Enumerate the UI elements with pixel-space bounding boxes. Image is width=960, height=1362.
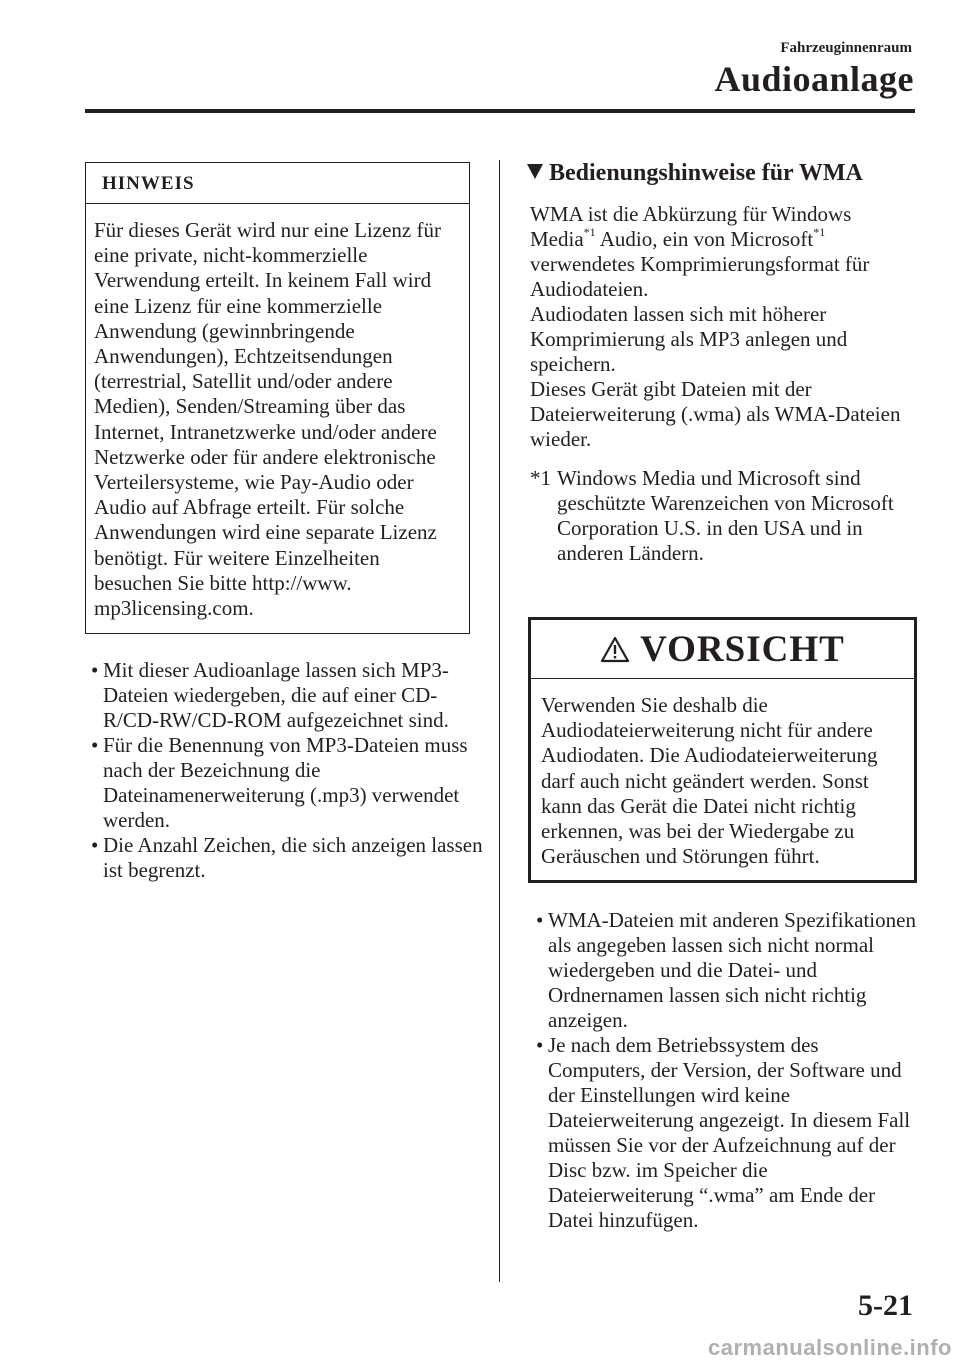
bullet-icon: •: [91, 658, 99, 682]
triangle-down-icon: [527, 164, 543, 179]
list-item: • WMA-Dateien mit anderen Spezifikationen als angegeben lassen sich nicht normal wiedergeben und die Datei- und Ordnernamen lassen sich nicht richtig anzeigen.: [536, 908, 916, 1032]
bullet-icon: •: [536, 908, 544, 932]
header-chapter-title: Audioanlage: [714, 59, 914, 99]
warning-triangle-icon: [600, 636, 630, 663]
header-section-label: Fahrzeuginnenraum: [780, 40, 912, 56]
list-item: • Je nach dem Betriebssystem des Computers, der Version, der Software und der Einstellungen wird keine Dateierweiterung angezeigt. In diesem Fall müssen Sie vor der Aufzeichnung auf der Disc bzw. im Speicher die Dateierweiterung “.wma” am Ende der Datei hinzufügen.: [536, 1033, 911, 1232]
bullet-icon: •: [536, 1033, 544, 1057]
header-rule: [85, 109, 915, 113]
column-divider: [499, 160, 500, 1282]
left-bullet-list: [88, 658, 488, 883]
wma-paragraph-3: Dieses Gerät gibt Dateien mit der Dateierweiterung (.wma) als WMA-Dateien wieder.: [530, 377, 901, 451]
watermark: carmanualsonline.info: [708, 1335, 952, 1360]
wma-section-heading: Bedienungshinweise für WMA: [527, 160, 863, 187]
caution-box: [528, 617, 917, 883]
bullet-icon: •: [91, 833, 99, 857]
wma-paragraphs: [530, 202, 920, 452]
footnote-mark: *1: [530, 466, 551, 490]
list-item: • Für die Benennung von MP3-Dateien muss nach der Bezeichnung die Dateinamenerweiterung (.mp3) verwendet werden.: [91, 733, 468, 832]
list-item: • Mit dieser Audioanlage lassen sich MP3-Dateien wiedergeben, die auf einer CD-R/CD-RW/CD-ROM aufgezeichnet sind.: [91, 658, 449, 732]
caution-title: VORSICHT: [531, 620, 914, 679]
note-text: Für dieses Gerät wird nur eine Lizenz für eine private, nicht-kommerzielle Verwendung erteilt. In keinem Fall wird eine Lizenz für eine kommerzielle Anwendung (gewinnbringende Anwendungen), Echtzeitsendungen (terrestrial, Satellit und/oder andere Medien), Senden/Streaming über das Internet, Intranetzwerke und/oder andere Netzwerke oder für andere elektronische Verteilersysteme, wie Pay-Audio oder Audio auf Abfrage erteilt. Für solche Anwendungen wird eine separate Lizenz benötigt. Für weitere Einzelheiten besuchen Sie bitte http://www. mp3licensing.com.: [94, 218, 441, 621]
note-box: [85, 162, 470, 634]
caution-text: Verwenden Sie deshalb die Audiodateierweiterung nicht für andere Audiodaten. Die Audiodateierweiterung darf auch nicht geändert werden. Sonst kann das Gerät die Datei nicht richtig erkennen, was bei der Wiedergabe zu Geräuschen und Störungen führt.: [541, 693, 878, 869]
right-bullet-list: [533, 908, 918, 1233]
footnote-text: Windows Media und Microsoft sind geschützte Warenzeichen von Microsoft Corporation U.S. in den USA und in anderen Ländern.: [557, 466, 894, 565]
note-title: HINWEIS: [86, 163, 469, 204]
wma-intro: WMA ist die Abkürzung für Windows Media$^{*1}$ Audio, ein von Microsoft$^{*1}$ verwendetes Komprimierungsformat für Audiodateien.: [530, 202, 870, 301]
page-number: 5-21: [858, 1289, 913, 1322]
wma-paragraph-2: Audiodaten lassen sich mit höherer Komprimierung als MP3 anlegen und speichern.: [530, 302, 848, 376]
footnote: [530, 466, 920, 566]
bullet-icon: •: [91, 733, 99, 757]
list-item: • Die Anzahl Zeichen, die sich anzeigen lassen ist begrenzt.: [91, 833, 483, 882]
